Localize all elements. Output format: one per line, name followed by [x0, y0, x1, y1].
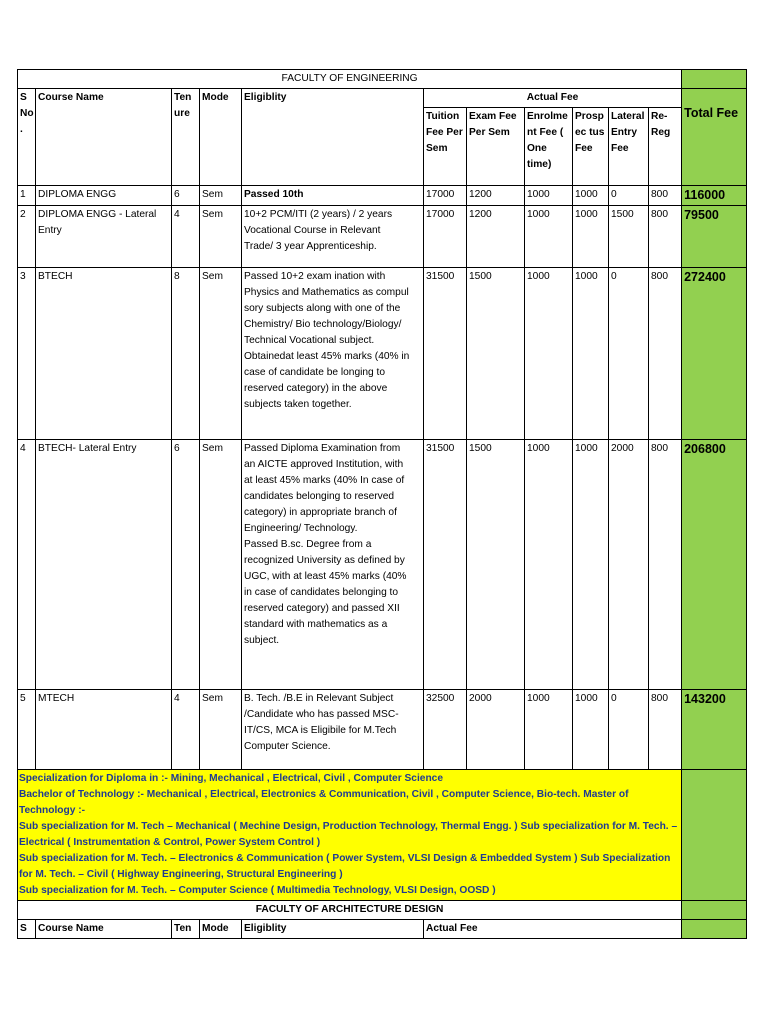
- spec-diploma: Specialization for Diploma in :- Mining, Mechanical , Electrical, Civil , Computer Science: [19, 773, 444, 784]
- cell-tuition: 31500: [424, 440, 467, 690]
- specializations-row: [18, 770, 747, 901]
- cell-total: 272400: [682, 268, 747, 440]
- cell-eligibility: B. Tech. /B.E in Relevant Subject /Candidate who has passed MSC- IT/CS, MCA is Eligibile for M.Tech Computer Science.: [242, 690, 424, 770]
- cell-tuition: 31500: [424, 268, 467, 440]
- cell-total: 206800: [682, 440, 747, 690]
- cell-exam: 1200: [467, 186, 525, 206]
- header-enrolment-fee: Enrolme nt Fee ( One time): [525, 108, 573, 186]
- cell-mode: Sem: [200, 268, 242, 440]
- header-prospectus-fee: Prosp ec tus Fee: [573, 108, 609, 186]
- header-tuition: Tuition Fee Per Sem: [424, 108, 467, 186]
- cell-tuition: 17000: [424, 186, 467, 206]
- table-row: [18, 206, 747, 268]
- cell-lateral: 2000: [609, 440, 649, 690]
- spec-ece-civil: Sub specialization for M. Tech. – Electronics & Communication ( Power System, VLSI Design & Embedded System ) Sub Specialization for M. Tech. – Civil ( Highway Engineering, Structural Engineering ): [19, 853, 671, 880]
- cell-eligibility: Passed 10th: [242, 186, 424, 206]
- cell-eligibility: Passed Diploma Examination from an AICTE approved Institution, with at least 45% marks (40% In case of candidates belonging to reserved category) in appropriate branch of Engineering/ Technology. Passed B.sc. Degree from a recognized University as defined by UGC, with at least 45% marks (40% in case of candidates belonging to reserved category) and passed XII standard with mathematics as a subject.: [242, 440, 424, 690]
- cell-sno: 1: [18, 186, 36, 206]
- spec-btech-mtech: Bachelor of Technology :- Mechanical , Electrical, Electronics & Communication, Civil , Computer Science, Bio-tech. Master of Technology :-: [19, 789, 629, 816]
- cell-tenure: 8: [172, 268, 200, 440]
- cell-rereg: 800: [649, 186, 682, 206]
- cell-total: 79500: [682, 206, 747, 268]
- header-eligibility: Eligiblity: [242, 920, 424, 939]
- header-actual-fee: Actual Fee: [424, 920, 682, 939]
- cell-prospectus: 1000: [573, 690, 609, 770]
- cell-exam: 1200: [467, 206, 525, 268]
- cell-course: BTECH- Lateral Entry: [36, 440, 172, 690]
- table-row: [18, 268, 747, 440]
- table-row: [18, 440, 747, 690]
- cell-mode: Sem: [200, 690, 242, 770]
- cell-tenure: 4: [172, 690, 200, 770]
- header-mode: Mode: [200, 920, 242, 939]
- cell-prospectus: 1000: [573, 440, 609, 690]
- header-sno: S No .: [18, 89, 36, 186]
- table-row: [18, 690, 747, 770]
- header-sno: S: [18, 920, 36, 939]
- cell-exam: 2000: [467, 690, 525, 770]
- cell-prospectus: 1000: [573, 206, 609, 268]
- cell-lateral: 0: [609, 690, 649, 770]
- cell-total: 116000: [682, 186, 747, 206]
- cell-sno: 2: [18, 206, 36, 268]
- cell-enrolment: 1000: [525, 186, 573, 206]
- cell-enrolment: 1000: [525, 268, 573, 440]
- cell-prospectus: 1000: [573, 186, 609, 206]
- cell-sno: 4: [18, 440, 36, 690]
- header-actual-fee: Actual Fee: [424, 89, 682, 108]
- cell-rereg: 800: [649, 206, 682, 268]
- cell-prospectus: 1000: [573, 268, 609, 440]
- table-row: [18, 186, 747, 206]
- header-course-name: Course Name: [36, 89, 172, 186]
- cell-enrolment: 1000: [525, 206, 573, 268]
- cell-eligibility: Passed 10+2 exam ination with Physics and Mathematics as compul sory subjects along with one of the Chemistry/ Bio technology/Biology/ Technical Vocational subject. Obtainedat least 45% marks (40% in case of candidate be longing to reserved category) in the above subjects taken together.: [242, 268, 424, 440]
- cell-tenure: 6: [172, 440, 200, 690]
- header-row: [18, 920, 747, 939]
- cell-sno: 5: [18, 690, 36, 770]
- cell-tenure: 4: [172, 206, 200, 268]
- cell-lateral: 1500: [609, 206, 649, 268]
- cell-exam: 1500: [467, 268, 525, 440]
- header-course-name: Course Name: [36, 920, 172, 939]
- header-tenure: Ten ure: [172, 89, 200, 186]
- section-title: FACULTY OF ENGINEERING: [18, 70, 682, 89]
- cell-course: DIPLOMA ENGG - Lateral Entry: [36, 206, 172, 268]
- cell-enrolment: 1000: [525, 690, 573, 770]
- header-lateral-entry-fee: Lateral Entry Fee: [609, 108, 649, 186]
- cell-sno: 3: [18, 268, 36, 440]
- cell-eligibility: 10+2 PCM/ITI (2 years) / 2 years Vocational Course in Relevant Trade/ 3 year Apprenticeship.: [242, 206, 424, 268]
- cell-mode: Sem: [200, 186, 242, 206]
- cell-mode: Sem: [200, 206, 242, 268]
- spec-mech-electrical: Sub specialization for M. Tech – Mechanical ( Mechine Design, Production Technology, Thermal Engg. ) Sub specialization for M. Tech. – Electrical ( Instrumentation & Control, Power System Control ): [19, 821, 678, 848]
- cell-rereg: 800: [649, 690, 682, 770]
- fee-table: [17, 69, 747, 939]
- header-tenure: Ten: [172, 920, 200, 939]
- cell-rereg: 800: [649, 440, 682, 690]
- section-title: FACULTY OF ARCHITECTURE DESIGN: [18, 901, 682, 920]
- spec-cs: Sub specialization for M. Tech. – Computer Science ( Multimedia Technology, VLSI Design, OOSD ): [19, 885, 496, 896]
- specializations-block: [18, 770, 682, 901]
- cell-tuition: 32500: [424, 690, 467, 770]
- header-mode: Mode: [200, 89, 242, 186]
- cell-tenure: 6: [172, 186, 200, 206]
- cell-tuition: 17000: [424, 206, 467, 268]
- section-title-row: [18, 70, 747, 89]
- header-total-fee: Total Fee: [682, 89, 747, 186]
- header-rereg: Re- Reg: [649, 108, 682, 186]
- cell-lateral: 0: [609, 268, 649, 440]
- cell-course: MTECH: [36, 690, 172, 770]
- cell-course: BTECH: [36, 268, 172, 440]
- section-title-row: [18, 901, 747, 920]
- cell-course: DIPLOMA ENGG: [36, 186, 172, 206]
- cell-exam: 1500: [467, 440, 525, 690]
- header-row: [18, 89, 747, 108]
- cell-enrolment: 1000: [525, 440, 573, 690]
- cell-lateral: 0: [609, 186, 649, 206]
- cell-total: 143200: [682, 690, 747, 770]
- cell-rereg: 800: [649, 268, 682, 440]
- fee-sheet: [17, 69, 746, 939]
- header-exam-fee: Exam Fee Per Sem: [467, 108, 525, 186]
- header-eligibility: Eligiblity: [242, 89, 424, 186]
- cell-mode: Sem: [200, 440, 242, 690]
